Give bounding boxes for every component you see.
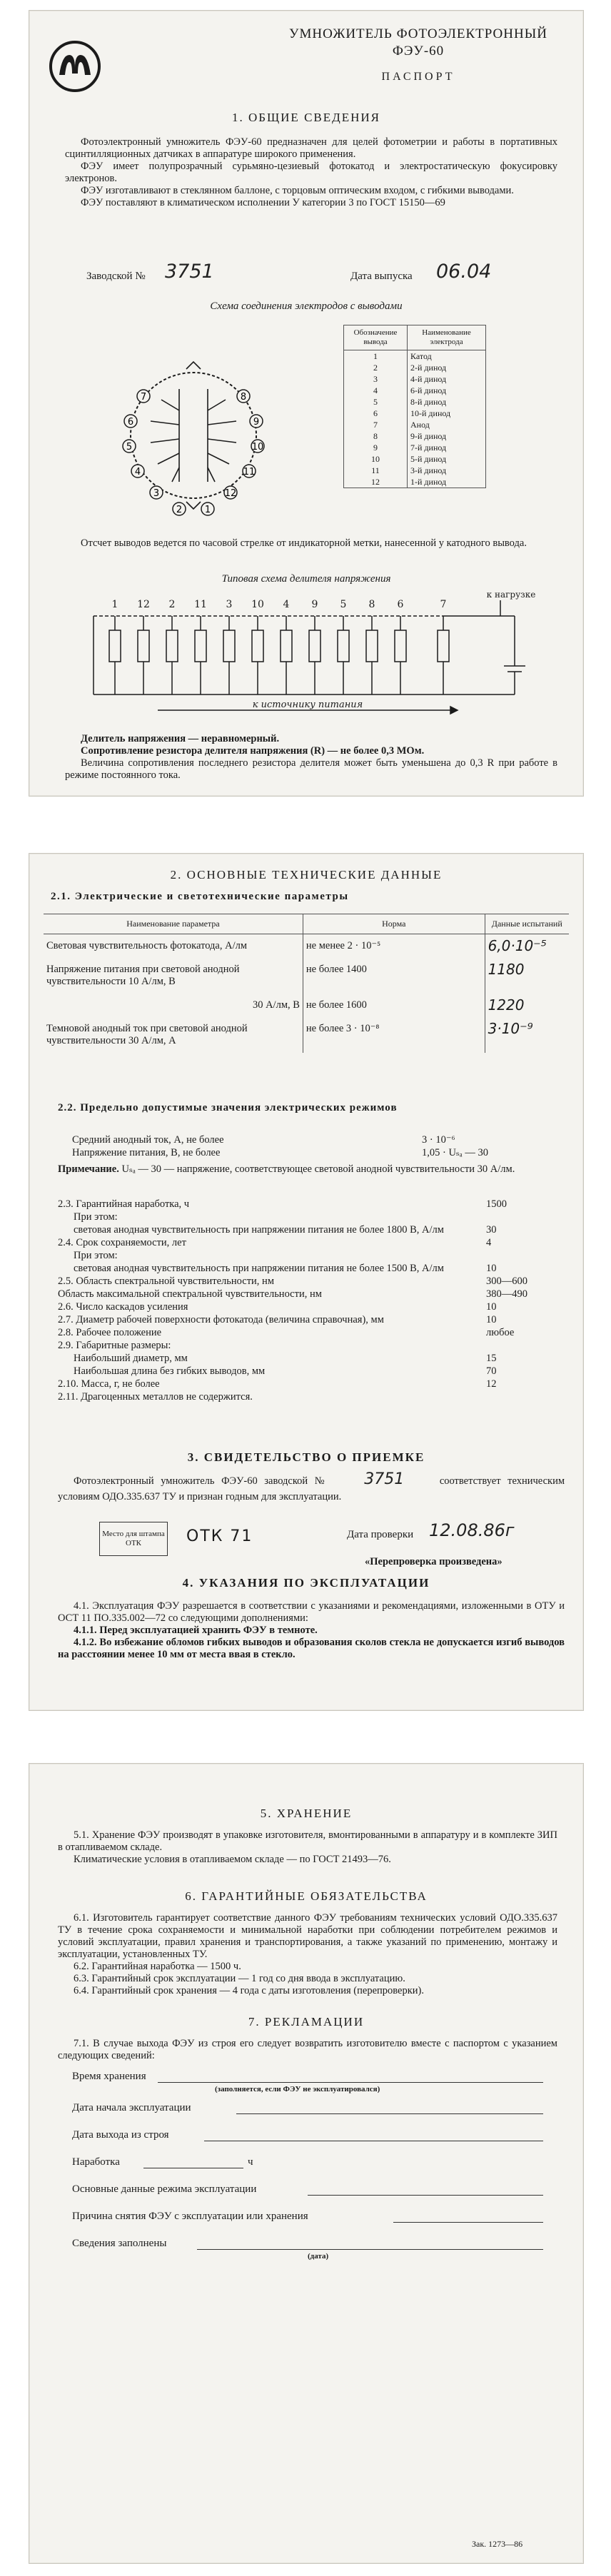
storage-text xyxy=(58,1829,557,1866)
technical-item xyxy=(58,1313,565,1326)
form-field-label: Дата выхода из строя xyxy=(72,2129,169,2141)
technical-item-value xyxy=(486,1390,565,1403)
technical-item-label: Наибольший диаметр, мм xyxy=(74,1353,188,1364)
electrode-name: 3-й динод xyxy=(408,465,486,476)
operation-paragraph: 4.1.1. Перед эксплуатацией хранить ФЭУ в темноте. xyxy=(74,1625,318,1636)
technical-item xyxy=(58,1390,565,1403)
parameter-row xyxy=(44,934,569,959)
storage-paragraph: Климатические условия в отапливаемом складе — по ГОСТ 21493—76. xyxy=(74,1854,391,1865)
parameter-name: Напряжение питания при световой анодной чувствительности 10 А/лм, В xyxy=(44,958,303,994)
release-date-label: Дата выпуска xyxy=(350,271,413,282)
limits-list xyxy=(72,1133,565,1159)
pin-table-row xyxy=(344,396,486,408)
section-title-acceptance: 3. СВИДЕТЕЛЬСТВО О ПРИЕМКЕ xyxy=(187,1450,425,1464)
check-date-label: Дата проверки xyxy=(347,1529,414,1540)
technical-item-value: 15 xyxy=(486,1353,497,1364)
pin-label: 8 xyxy=(240,392,247,403)
form-field-label: Основные данные режима эксплуатации xyxy=(72,2183,257,2195)
technical-item-value: 10 xyxy=(486,1314,497,1325)
general-paragraph: Фотоэлектронный умножитель ФЭУ-60 предназначен для целей фотометрии и работы в портативных сцинтилляционных датчиках в аппаратуре широкого применения. xyxy=(65,136,557,160)
electrode-name: 1-й динод xyxy=(408,476,486,488)
pin-label: 5 xyxy=(126,442,133,453)
electrode-name: 8-й динод xyxy=(408,396,486,408)
technical-item-label: 2.4. Срок сохраняемости, лет xyxy=(58,1237,186,1248)
note-text: Uₛₐ — 30 — напряжение, соответствующее световой анодной чувствительности 30 А/лм. xyxy=(121,1163,515,1175)
section-title-general: 1. ОБЩИЕ СВЕДЕНИЯ xyxy=(231,111,381,124)
divider-pin-number: 12 xyxy=(137,599,150,610)
technical-item-label: Наибольшая длина без гибких выводов, мм xyxy=(74,1365,266,1377)
technical-item-label: 2.11. Драгоценных металлов не содержится. xyxy=(58,1391,253,1403)
pin-label: 1 xyxy=(204,505,211,515)
otk-stamp-place xyxy=(99,1522,168,1556)
pin-table-row xyxy=(344,453,486,465)
pin-table-row xyxy=(344,408,486,419)
general-info-text xyxy=(65,136,557,209)
warranty-paragraph: 6.2. Гарантийная наработка — 1500 ч. xyxy=(74,1961,241,1972)
technical-item-value: любое xyxy=(486,1327,515,1338)
form-field-mode-data xyxy=(72,2183,557,2211)
stamp-place-label: Место для штампа ОТК xyxy=(102,1530,165,1547)
divider-pin-number: 7 xyxy=(440,599,447,610)
table-header: Наименование параметра xyxy=(44,914,303,934)
pin-number: 3 xyxy=(344,373,408,385)
claims-intro: 7.1. В случае выхода ФЭУ из строя его следует возвратить изготовителю вместе с паспортом с указанием следующих сведений: xyxy=(58,2038,557,2061)
storage-paragraph: 5.1. Хранение ФЭУ производят в упаковке изготовителя, вмонтированными в аппаратуру и в комплекте ЗИП в отапливаемом складе. xyxy=(58,1829,557,1853)
electrode-name: 6-й динод xyxy=(408,385,486,396)
technical-item xyxy=(58,1288,565,1300)
parameter-test-value: 1220 xyxy=(488,996,525,1014)
form-field-running-time xyxy=(72,2156,557,2183)
technical-item-value: 1500 xyxy=(486,1198,507,1210)
electrode-name: 4-й динод xyxy=(408,373,486,385)
scheme-title: Схема соединения электродов с выводами xyxy=(210,300,403,312)
technical-item xyxy=(58,1352,565,1365)
pin-label: 9 xyxy=(253,417,260,428)
divider-pin-number: 11 xyxy=(194,599,207,610)
divider-pin-number: 2 xyxy=(168,599,176,610)
operation-text xyxy=(58,1600,565,1661)
parameter-test-value: 1180 xyxy=(488,961,525,978)
passport-page-2 xyxy=(29,853,584,1711)
form-field-line[interactable] xyxy=(393,2222,543,2223)
divider-pin-number: 5 xyxy=(340,599,347,610)
technical-item xyxy=(58,1198,565,1211)
pin-marker xyxy=(237,390,250,403)
divider-pin-number: 10 xyxy=(251,599,264,610)
pin-number: 10 xyxy=(344,453,408,465)
warranty-text xyxy=(58,1912,557,1997)
technical-item-value: 70 xyxy=(486,1365,497,1377)
technical-item-value: 10 xyxy=(486,1301,497,1313)
form-field-failure-date xyxy=(72,2129,557,2156)
pin-counting-note: Отсчет выводов ведется по часовой стрелке от индикаторной метки, нанесенной у катодного вывода. xyxy=(81,537,527,549)
technical-item xyxy=(58,1275,565,1288)
pin-marker xyxy=(173,502,186,515)
technical-item-label: При этом: xyxy=(74,1211,118,1223)
technical-item xyxy=(58,1365,565,1378)
limit-value: 1,05 · Uₛₐ — 30 xyxy=(422,1147,489,1158)
warranty-paragraph: 6.4. Гарантийный срок хранения — 4 года с даты изготовления (перепроверки). xyxy=(74,1985,424,1996)
technical-item-label: 2.8. Рабочее положение xyxy=(58,1327,162,1338)
check-date-value: 12.08.86г xyxy=(429,1520,515,1540)
pin-assignment-table xyxy=(343,325,486,488)
parameter-norm: не более 1400 xyxy=(303,958,485,994)
acceptance-text-end: соответствует техническим условиям ОДО.335.637 ТУ и признан годным для эксплуатации. xyxy=(58,1475,565,1502)
print-order-number: Зак. 1273—86 xyxy=(472,2539,523,2549)
divider-resistor xyxy=(338,630,349,662)
device-model: ФЭУ-60 xyxy=(392,44,445,59)
pin-number: 9 xyxy=(344,442,408,453)
technical-items-list xyxy=(58,1198,565,1403)
pin-table-row xyxy=(344,442,486,453)
pin-table-row xyxy=(344,419,486,430)
divider-note: Величина сопротивления последнего резистора делителя может быть уменьшена до 0,3 R при работе в режиме постоянного тока. xyxy=(65,757,557,781)
otk-stamp: ОТК 71 xyxy=(186,1527,253,1545)
pin-table-row xyxy=(344,430,486,442)
divider-resistor xyxy=(366,630,378,662)
technical-item xyxy=(58,1223,565,1236)
technical-item xyxy=(58,1262,565,1275)
serial-and-release-row xyxy=(86,261,557,289)
technical-item-value: 10 xyxy=(486,1263,497,1274)
divider-resistor xyxy=(166,630,178,662)
pin-number: 12 xyxy=(344,476,408,488)
divider-scheme-title: Типовая схема делителя напряжения xyxy=(221,573,391,585)
technical-item-label: 2.9. Габаритные размеры: xyxy=(58,1340,171,1351)
technical-item-label: 2.5. Область спектральной чувствительности, нм xyxy=(58,1276,274,1287)
section-title-claims: 7. РЕКЛАМАЦИИ xyxy=(248,2015,365,2029)
pin-number: 5 xyxy=(344,396,408,408)
technical-item xyxy=(58,1339,565,1352)
pin-marker xyxy=(124,415,137,428)
parameter-row xyxy=(44,1017,569,1053)
divider-resistor xyxy=(223,630,235,662)
pin-label: 10 xyxy=(251,442,264,453)
pin-number: 8 xyxy=(344,430,408,442)
parameter-test-value: 6,0·10⁻⁵ xyxy=(488,937,547,954)
parameters-table-body xyxy=(44,934,569,1054)
technical-item-value: 300—600 xyxy=(486,1276,527,1287)
passport-page-3 xyxy=(29,1763,584,2564)
parameter-norm: не менее 2 · 10⁻⁵ xyxy=(303,934,485,959)
technical-item-value xyxy=(486,1339,565,1352)
parameter-row xyxy=(44,958,569,994)
pin-label: 12 xyxy=(224,488,237,499)
serial-label: Заводской № xyxy=(86,271,146,282)
technical-item-label: световая анодная чувствительность при напряжении питания не более 1500 В, А/лм xyxy=(74,1263,444,1274)
divider-pin-number: 8 xyxy=(368,599,375,610)
electrode-name: 9-й динод xyxy=(408,430,486,442)
voltage-divider-diagram xyxy=(72,587,543,723)
technical-item xyxy=(58,1300,565,1313)
subsection-title-limits: 2.2. Предельно допустимые значения электрических режимов xyxy=(58,1102,398,1113)
pin-label: 2 xyxy=(176,505,183,515)
technical-item-value: 4 xyxy=(486,1237,492,1248)
limit-label: Напряжение питания, В, не более xyxy=(72,1147,221,1158)
technical-item-label: Область максимальной спектральной чувствительности, нм xyxy=(58,1288,322,1300)
electrode-name: 5-й динод xyxy=(408,453,486,465)
electrode-name: Анод xyxy=(408,419,486,430)
pin-marker xyxy=(150,486,163,499)
divider-note: Сопротивление резистора делителя напряжения (R) — не более 0,3 МОм. xyxy=(81,745,425,757)
technical-item-value: 380—490 xyxy=(486,1288,527,1300)
section-title-warranty: 6. ГАРАНТИЙНЫЕ ОБЯЗАТЕЛЬСТВА xyxy=(185,1889,428,1903)
manufacturer-logo-icon xyxy=(48,39,102,94)
divider-resistor xyxy=(438,630,449,662)
section-title-technical: 2. ОСНОВНЫЕ ТЕХНИЧЕСКИЕ ДАННЫЕ xyxy=(170,868,443,882)
technical-item-label: 2.10. Масса, г, не более xyxy=(58,1378,160,1390)
limit-row xyxy=(72,1133,565,1146)
form-field-storage-time xyxy=(72,2071,557,2102)
technical-item xyxy=(58,1211,565,1223)
technical-item-label: 2.7. Диаметр рабочей поверхности фотокатода (величина справочная), мм xyxy=(58,1314,384,1325)
form-field-label: Сведения заполнены xyxy=(72,2238,167,2249)
pin-marker xyxy=(251,440,264,453)
parameter-norm: не более 1600 xyxy=(303,994,485,1017)
serial-number: 3751 xyxy=(165,261,214,283)
pin-diagram xyxy=(94,346,301,525)
divider-resistor xyxy=(195,630,206,662)
claim-form xyxy=(72,2071,557,2269)
general-paragraph: ФЭУ поставляют в климатическом исполнении У категории 3 по ГОСТ 15150—69 xyxy=(81,197,445,208)
parameter-norm: не более 3 · 10⁻⁸ xyxy=(303,1017,485,1053)
parameter-row xyxy=(44,994,569,1017)
passport-label: ПАСПОРТ xyxy=(381,71,455,83)
parameter-name: 30 А/лм, В xyxy=(44,994,303,1017)
form-field-filled-date xyxy=(72,2238,557,2269)
electrode-name: 2-й динод xyxy=(408,362,486,373)
divider-resistor xyxy=(109,630,121,662)
electrode-name: 7-й динод xyxy=(408,442,486,453)
technical-item xyxy=(58,1326,565,1339)
pin-label: 7 xyxy=(140,392,147,403)
pin-table-header: Обозначение вывода xyxy=(344,325,408,350)
technical-item-label: При этом: xyxy=(74,1250,118,1261)
table-header: Норма xyxy=(303,914,485,934)
technical-item-label: 2.3. Гарантийная наработка, ч xyxy=(58,1198,190,1210)
pin-marker xyxy=(201,502,214,515)
acceptance-serial: 3751 xyxy=(364,1470,405,1488)
form-field-start-date xyxy=(72,2102,557,2129)
power-source-label: к источнику питания xyxy=(252,699,363,710)
limits-note xyxy=(58,1163,565,1176)
pin-label: 3 xyxy=(153,488,160,499)
date-hint: (дата) xyxy=(308,2252,329,2261)
form-field-line[interactable] xyxy=(236,2113,543,2114)
technical-item-value xyxy=(486,1249,565,1262)
general-paragraph: ФЭУ изготавливают в стеклянном баллоне, с торцовым оптическим входом, с гибкими выводами. xyxy=(81,185,514,196)
pin-table-body xyxy=(344,350,486,488)
note-label: Примечание. xyxy=(58,1163,119,1175)
technical-item-value: 30 xyxy=(486,1224,497,1236)
technical-item-label: 2.6. Число каскадов усиления xyxy=(58,1301,188,1313)
electrode-name: Катод xyxy=(408,350,486,363)
pin-marker xyxy=(123,440,136,453)
technical-item xyxy=(58,1378,565,1390)
divider-resistor xyxy=(395,630,406,662)
pin-table-row xyxy=(344,362,486,373)
operation-paragraph: 4.1. Эксплуатация ФЭУ разрешается в соответствии с указаниями и рекомендациями, изложенными в ОТУ и ОСТ 11 ПО.335.002—72 со следующими дополнениями: xyxy=(58,1600,565,1624)
pin-table-header: Наименование электрода xyxy=(408,325,486,350)
divider-resistor xyxy=(138,630,149,662)
form-field-label: Наработка xyxy=(72,2156,120,2168)
pin-marker xyxy=(243,465,256,478)
document-title: УМНОЖИТЕЛЬ ФОТОЭЛЕКТРОННЫЙ xyxy=(289,26,547,41)
pin-table-row xyxy=(344,385,486,396)
section-title-operation: 4. УКАЗАНИЯ ПО ЭКСПЛУАТАЦИИ xyxy=(182,1576,430,1590)
electrical-parameters-table xyxy=(44,914,569,1053)
form-field-label: Дата начала эксплуатации xyxy=(72,2102,191,2113)
pin-marker xyxy=(224,486,237,499)
pin-table-row xyxy=(344,476,486,488)
divider-pin-number: 4 xyxy=(283,599,290,610)
divider-pin-number: 9 xyxy=(311,599,318,610)
pin-label: 11 xyxy=(243,467,256,478)
divider-pin-number: 6 xyxy=(397,599,404,610)
pin-table-row xyxy=(344,465,486,476)
limit-label: Средний анодный ток, А, не более xyxy=(72,1134,224,1146)
pin-number: 7 xyxy=(344,419,408,430)
hours-unit: ч xyxy=(248,2156,253,2168)
divider-note: Делитель напряжения — неравномерный. xyxy=(81,733,280,744)
storage-hint: (заполняется, если ФЭУ не эксплуатировался) xyxy=(215,2085,380,2093)
pin-label: 4 xyxy=(134,467,141,478)
pin-table-row xyxy=(344,350,486,363)
pin-marker xyxy=(137,390,150,403)
passport-page-1 xyxy=(29,10,584,797)
technical-item xyxy=(58,1249,565,1262)
pin-number: 6 xyxy=(344,408,408,419)
divider-notes xyxy=(65,733,557,782)
parameter-name: Темновой анодный ток при световой анодной чувствительности 30 А/лм, А xyxy=(44,1017,303,1053)
warranty-paragraph: 6.1. Изготовитель гарантирует соответствие данного ФЭУ требованиям технических условий ОДО.335.637 ТУ в течение срока сохраняемости и минимальной наработки при соблюдении потребителем режимов и условий эксплуатации, правил хранения и транспортирования, а также указаний по применению, монтажу и эксплуатации, установленных ТУ. xyxy=(58,1912,557,1960)
pin-label: 6 xyxy=(127,417,134,428)
form-field-removal-reason xyxy=(72,2211,557,2238)
pin-number: 4 xyxy=(344,385,408,396)
reinspection-note: «Перепроверка произведена» xyxy=(365,1556,503,1567)
release-date: 06.04 xyxy=(436,261,492,283)
form-field-line[interactable] xyxy=(308,2195,543,2196)
table-header: Данные испытаний xyxy=(485,914,569,934)
pin-marker xyxy=(131,465,144,478)
divider-resistor xyxy=(309,630,320,662)
pin-marker xyxy=(250,415,263,428)
electrode-name: 10-й динод xyxy=(408,408,486,419)
section-title-storage: 5. ХРАНЕНИЕ xyxy=(260,1807,353,1820)
form-field-line[interactable] xyxy=(197,2249,543,2250)
acceptance-text-start: Фотоэлектронный умножитель ФЭУ-60 заводской № xyxy=(74,1475,329,1487)
form-field-line[interactable] xyxy=(158,2082,543,2083)
subsection-title-electrical: 2.1. Электрические и светотехнические параметры xyxy=(51,891,349,902)
technical-item-label: световая анодная чувствительность при напряжении питания не более 1800 В, А/лм xyxy=(74,1224,444,1236)
divider-resistor xyxy=(252,630,263,662)
acceptance-text xyxy=(58,1472,565,1505)
limit-value: 3 · 10⁻⁶ xyxy=(422,1134,455,1146)
parameter-name: Световая чувствительность фотокатода, А/лм xyxy=(44,934,303,959)
divider-pin-number: 3 xyxy=(226,599,233,610)
technical-item xyxy=(58,1236,565,1249)
technical-item-value: 12 xyxy=(486,1378,497,1390)
form-field-label: Причина снятия ФЭУ с эксплуатации или хранения xyxy=(72,2211,308,2222)
pin-number: 1 xyxy=(344,350,408,363)
divider-resistor xyxy=(281,630,292,662)
pin-number: 11 xyxy=(344,465,408,476)
warranty-paragraph: 6.3. Гарантийный срок эксплуатации — 1 год со дня ввода в эксплуатацию. xyxy=(74,1973,405,1984)
pin-table-row xyxy=(344,373,486,385)
pin-number: 2 xyxy=(344,362,408,373)
limit-row xyxy=(72,1146,565,1159)
operation-paragraph: 4.1.2. Во избежание обломов гибких выводов и образования сколов стекла не допускается изгиб выводов на расстоянии менее 10 мм от места ввая в стекло. xyxy=(58,1637,565,1660)
divider-pin-number: 1 xyxy=(111,599,118,610)
technical-item-value xyxy=(486,1211,565,1223)
form-field-label: Время хранения xyxy=(72,2071,146,2082)
load-label: к нагрузке xyxy=(486,590,536,600)
parameter-test-value: 3·10⁻⁹ xyxy=(488,1020,533,1037)
general-paragraph: ФЭУ имеет полупрозрачный сурьмяно-цезиевый фотокатод и электростатическую фокусировку электронов. xyxy=(65,161,557,184)
